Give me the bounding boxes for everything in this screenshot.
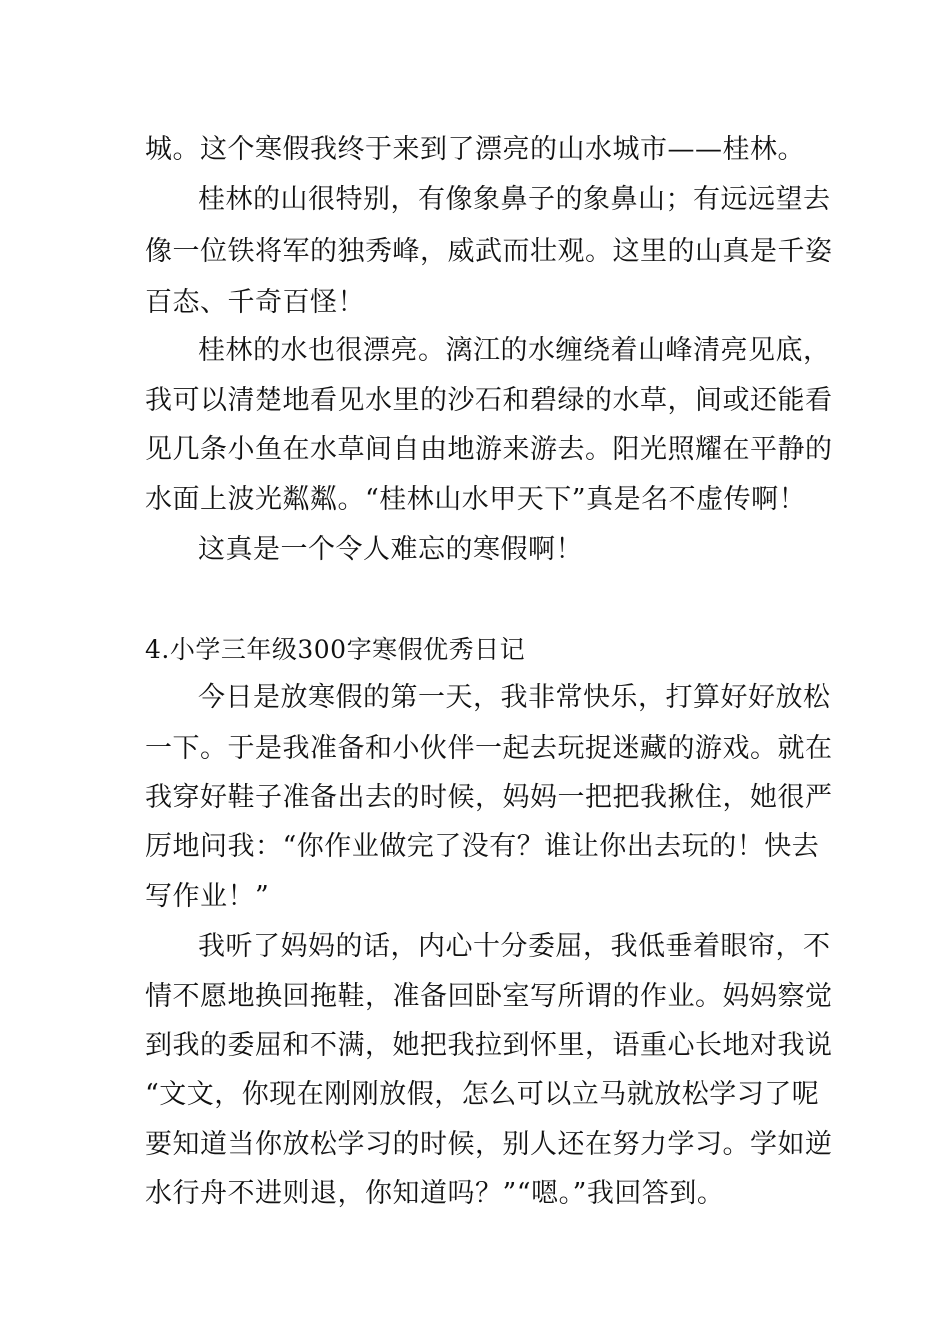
paragraph-line: 这真是一个令人难忘的寒假啊！ bbox=[198, 534, 583, 565]
paragraph-line: 写作业！” bbox=[145, 881, 270, 912]
paragraph-line: 一下。于是我准备和小伙伴一起去玩捉迷藏的游戏。就在 bbox=[145, 733, 833, 764]
paragraph-line: 水行舟不进则退，你知道吗？”“嗯。”我回答到。 bbox=[145, 1178, 725, 1209]
paragraph-line: 今日是放寒假的第一天，我非常快乐，打算好好放松 bbox=[198, 682, 831, 713]
paragraph-line: 城。这个寒假我终于来到了漂亮的山水城市——桂林。 bbox=[145, 134, 805, 165]
paragraph-line: “文文，你现在刚刚放假，怎么可以立马就放松学习了呢 bbox=[145, 1079, 820, 1110]
paragraph-line: 桂林的水也很漂亮。漓江的水缠绕着山峰清亮见底， bbox=[198, 335, 831, 366]
section-heading: 4.小学三年级300字寒假优秀日记 bbox=[145, 635, 526, 664]
paragraph-line: 我穿好鞋子准备出去的时候，妈妈一把把我揪住，她很严 bbox=[145, 782, 833, 813]
paragraph-line: 到我的委屈和不满，她把我拉到怀里，语重心长地对我说 bbox=[145, 1030, 833, 1061]
paragraph-line: 水面上波光粼粼。“桂林山水甲天下”真是名不虚传啊！ bbox=[145, 484, 807, 515]
paragraph-line: 像一位铁将军的独秀峰，威武而壮观。这里的山真是千姿 bbox=[145, 236, 833, 267]
paragraph-line: 桂林的山很特别，有像象鼻子的象鼻山；有远远望去 bbox=[198, 184, 831, 215]
paragraph-line: 见几条小鱼在水草间自由地游来游去。阳光照耀在平静的 bbox=[145, 434, 833, 465]
paragraph-line: 我可以清楚地看见水里的沙石和碧绿的水草，间或还能看 bbox=[145, 385, 833, 416]
paragraph-line: 百态、千奇百怪！ bbox=[145, 287, 365, 318]
paragraph-line: 情不愿地换回拖鞋，准备回卧室写所谓的作业。妈妈察觉 bbox=[145, 981, 833, 1012]
paragraph-line: 要知道当你放松学习的时候，别人还在努力学习。学如逆 bbox=[145, 1129, 833, 1160]
paragraph-line: 厉地问我：“你作业做完了没有？谁让你出去玩的！快去 bbox=[145, 831, 820, 862]
paragraph-line: 我听了妈妈的话，内心十分委屈，我低垂着眼帘，不 bbox=[198, 931, 831, 962]
